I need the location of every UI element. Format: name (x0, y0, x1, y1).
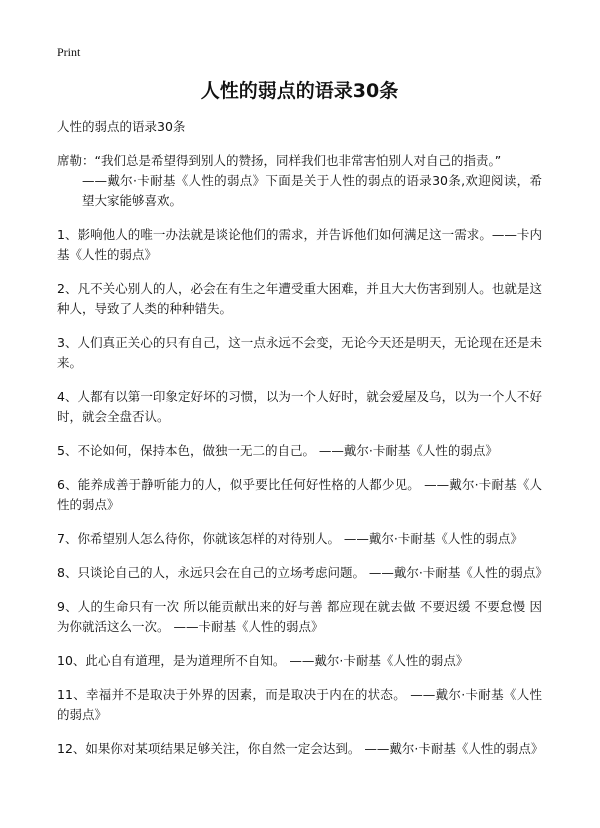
document-subtitle: 人性的弱点的语录30条 (57, 119, 186, 134)
print-label: Print (57, 45, 81, 59)
quote-item-8: 8、只谈论自己的人，永远只会在自己的立场考虑问题。 ——戴尔·卡耐基《人性的弱点》 (57, 565, 548, 580)
quote-item-3: 3、人们真正关心的只有自己，这一点永远不会变，无论今天还是明天，无论现在还是未来。 (57, 335, 542, 370)
intro-paragraph (57, 151, 542, 211)
quote-item-7: 7、你希望别人怎么待你，你就该怎样的对待别人。 ——戴尔·卡耐基《人性的弱点》 (57, 531, 523, 546)
quote-item-4: 4、人都有以第一印象定好坏的习惯，以为一个人好时，就会爱屋及乌，以为一个人不好时，就会全盘否认。 (57, 389, 542, 424)
quote-item-5: 5、不论如何，保持本色，做独一无二的自己。 ——戴尔·卡耐基《人性的弱点》 (57, 443, 498, 458)
quote-item-2: 2、凡不关心别人的人，必会在有生之年遭受重大困难，并且大大伤害到别人。也就是这种人，导致了人类的种种错失。 (57, 281, 542, 316)
quote-item-12: 12、如果你对某项结果足够关注，你自然一定会达到。 ——戴尔·卡耐基《人性的弱点》 (57, 741, 544, 756)
quote-item-6: 6、能养成善于静听能力的人，似乎要比任何好性格的人都少见。 ——戴尔·卡耐基《人性的弱点》 (57, 477, 542, 512)
intro-line-1: 席勒：“我们总是希望得到别人的赞扬，同样我们也非常害怕别人对自己的指责。” (57, 153, 502, 168)
quote-item-11: 11、幸福并不是取决于外界的因素，而是取决于内在的状态。 ——戴尔·卡耐基《人性的弱点》 (57, 687, 542, 722)
quote-item-10: 10、此心自有道理，是为道理所不自知。 ——戴尔·卡耐基《人性的弱点》 (57, 653, 469, 668)
quote-item-9: 9、人的生命只有一次 所以能贡献出来的好与善 都应现在就去做 不要迟缓 不要怠慢 因为你就活这么一次。 ——卡耐基《人性的弱点》 (57, 599, 542, 634)
intro-line-2: ——戴尔·卡耐基《人性的弱点》下面是关于人性的弱点的语录30条,欢迎阅读，希望大家能够喜欢。 (82, 173, 542, 208)
document-title: 人性的弱点的语录30条 (200, 80, 399, 102)
quote-item-1: 1、影响他人的唯一办法就是谈论他们的需求，并告诉他们如何满足这一需求。——卡内基《人性的弱点》 (57, 227, 542, 262)
